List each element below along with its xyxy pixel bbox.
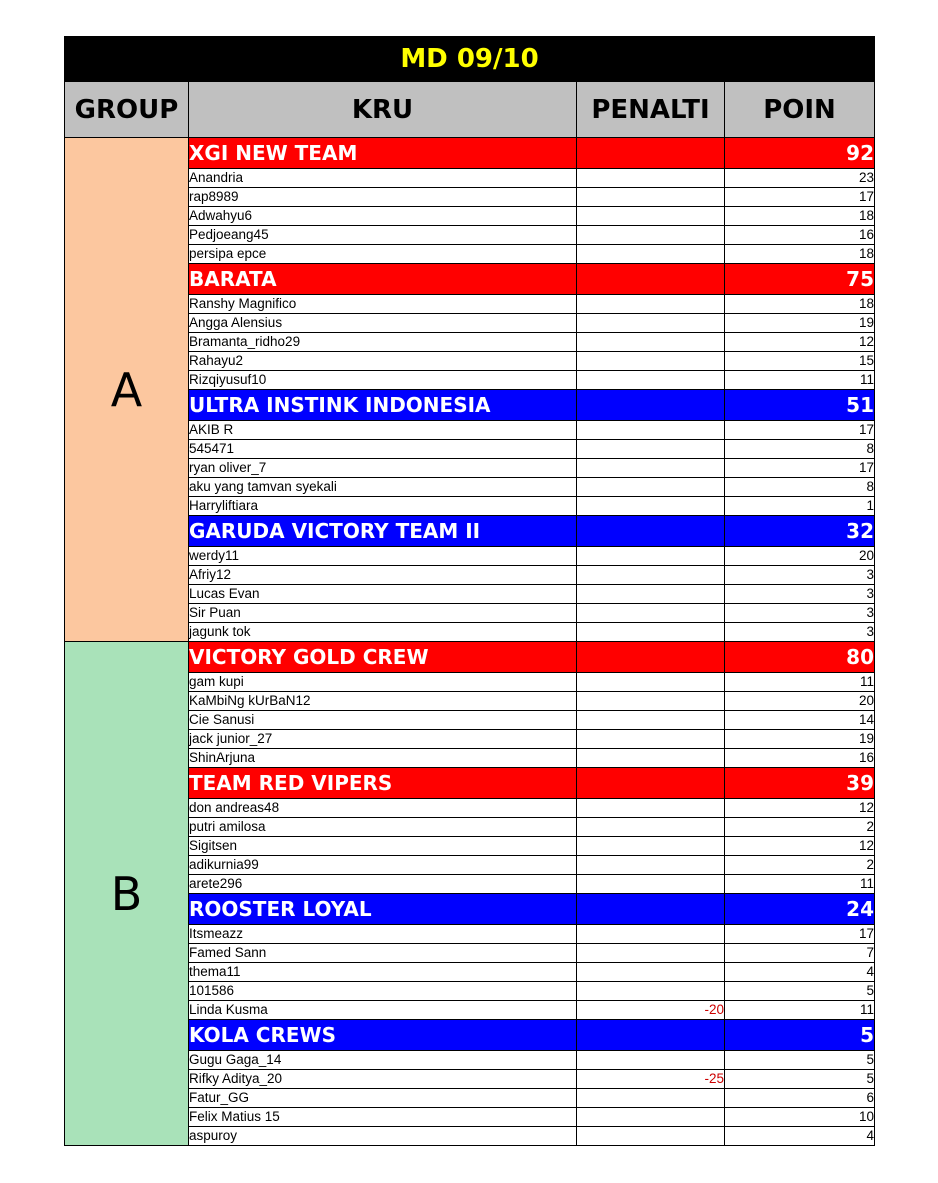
player-penalty	[577, 856, 725, 875]
player-points: 12	[725, 837, 875, 856]
group-label: B	[65, 642, 189, 1146]
player-name: Anandria	[189, 169, 577, 188]
player-name: persipa epce	[189, 245, 577, 264]
team-name: XGI NEW TEAM	[189, 138, 577, 169]
player-penalty	[577, 478, 725, 497]
standings-table	[64, 36, 875, 1146]
player-penalty	[577, 226, 725, 245]
player-penalty	[577, 566, 725, 585]
team-points: 32	[725, 516, 875, 547]
player-name: don andreas48	[189, 799, 577, 818]
player-name: ryan oliver_7	[189, 459, 577, 478]
player-name: adikurnia99	[189, 856, 577, 875]
team-name: KOLA CREWS	[189, 1020, 577, 1051]
player-name: werdy11	[189, 547, 577, 566]
player-points: 3	[725, 623, 875, 642]
team-points: 5	[725, 1020, 875, 1051]
player-name: 101586	[189, 982, 577, 1001]
player-points: 5	[725, 1070, 875, 1089]
team-row	[65, 138, 875, 169]
player-penalty	[577, 673, 725, 692]
player-name: arete296	[189, 875, 577, 894]
header-group: GROUP	[65, 82, 189, 138]
team-name: GARUDA VICTORY TEAM II	[189, 516, 577, 547]
player-points: 15	[725, 352, 875, 371]
player-points: 4	[725, 1127, 875, 1146]
player-points: 10	[725, 1108, 875, 1127]
player-penalty	[577, 352, 725, 371]
player-penalty	[577, 371, 725, 390]
player-name: jagunk tok	[189, 623, 577, 642]
player-points: 11	[725, 371, 875, 390]
player-name: Fatur_GG	[189, 1089, 577, 1108]
header-poin: POIN	[725, 82, 875, 138]
player-penalty	[577, 333, 725, 352]
team-points: 51	[725, 390, 875, 421]
team-points: 92	[725, 138, 875, 169]
player-penalty	[577, 925, 725, 944]
player-penalty	[577, 711, 725, 730]
player-points: 17	[725, 925, 875, 944]
player-points: 11	[725, 1001, 875, 1020]
player-points: 5	[725, 982, 875, 1001]
player-name: Famed Sann	[189, 944, 577, 963]
player-points: 7	[725, 944, 875, 963]
team-name: ROOSTER LOYAL	[189, 894, 577, 925]
player-points: 8	[725, 478, 875, 497]
team-points: 80	[725, 642, 875, 673]
player-penalty	[577, 818, 725, 837]
player-name: Felix Matius 15	[189, 1108, 577, 1127]
player-points: 3	[725, 585, 875, 604]
standings-body	[65, 37, 875, 1146]
team-name: BARATA	[189, 264, 577, 295]
player-points: 19	[725, 314, 875, 333]
team-penalty-cell	[577, 390, 725, 421]
player-points: 11	[725, 673, 875, 692]
player-name: rap8989	[189, 188, 577, 207]
player-points: 16	[725, 226, 875, 245]
team-row	[65, 642, 875, 673]
player-name: AKIB R	[189, 421, 577, 440]
player-name: Rahayu2	[189, 352, 577, 371]
player-name: Harryliftiara	[189, 497, 577, 516]
player-points: 3	[725, 604, 875, 623]
player-points: 18	[725, 295, 875, 314]
standings-sheet	[64, 36, 874, 1146]
header-kru: KRU	[189, 82, 577, 138]
player-penalty	[577, 623, 725, 642]
player-points: 17	[725, 421, 875, 440]
player-penalty	[577, 1089, 725, 1108]
player-name: Pedjoeang45	[189, 226, 577, 245]
player-penalty	[577, 314, 725, 333]
player-name: gam kupi	[189, 673, 577, 692]
player-penalty	[577, 963, 725, 982]
player-points: 8	[725, 440, 875, 459]
player-points: 2	[725, 856, 875, 875]
player-name: Itsmeazz	[189, 925, 577, 944]
player-penalty	[577, 982, 725, 1001]
player-name: KaMbiNg kUrBaN12	[189, 692, 577, 711]
player-name: Afriy12	[189, 566, 577, 585]
header-row	[65, 82, 875, 138]
team-name: ULTRA INSTINK INDONESIA	[189, 390, 577, 421]
player-penalty	[577, 440, 725, 459]
player-penalty	[577, 730, 725, 749]
player-name: aspuroy	[189, 1127, 577, 1146]
player-name: Angga Alensius	[189, 314, 577, 333]
player-points: 18	[725, 245, 875, 264]
player-penalty	[577, 749, 725, 768]
group-label: A	[65, 138, 189, 642]
player-name: Bramanta_ridho29	[189, 333, 577, 352]
team-points: 24	[725, 894, 875, 925]
team-penalty-cell	[577, 1020, 725, 1051]
team-points: 39	[725, 768, 875, 799]
team-name: VICTORY GOLD CREW	[189, 642, 577, 673]
team-name: TEAM RED VIPERS	[189, 768, 577, 799]
player-name: Rifky Aditya_20	[189, 1070, 577, 1089]
player-penalty	[577, 944, 725, 963]
player-points: 12	[725, 333, 875, 352]
player-penalty	[577, 245, 725, 264]
player-penalty	[577, 295, 725, 314]
team-penalty-cell	[577, 768, 725, 799]
player-name: Sigitsen	[189, 837, 577, 856]
player-penalty	[577, 799, 725, 818]
team-penalty-cell	[577, 264, 725, 295]
player-name: jack junior_27	[189, 730, 577, 749]
player-points: 2	[725, 818, 875, 837]
player-points: 23	[725, 169, 875, 188]
player-penalty	[577, 188, 725, 207]
player-points: 16	[725, 749, 875, 768]
player-name: Gugu Gaga_14	[189, 1051, 577, 1070]
player-penalty	[577, 497, 725, 516]
player-penalty	[577, 1127, 725, 1146]
player-name: Linda Kusma	[189, 1001, 577, 1020]
player-penalty	[577, 1108, 725, 1127]
player-points: 14	[725, 711, 875, 730]
title-row	[65, 37, 875, 82]
player-penalty	[577, 837, 725, 856]
player-penalty	[577, 604, 725, 623]
player-points: 1	[725, 497, 875, 516]
player-name: putri amilosa	[189, 818, 577, 837]
player-points: 17	[725, 188, 875, 207]
player-penalty: -25	[577, 1070, 725, 1089]
player-points: 19	[725, 730, 875, 749]
header-penalti: PENALTI	[577, 82, 725, 138]
player-penalty: -20	[577, 1001, 725, 1020]
player-points: 11	[725, 875, 875, 894]
player-name: Rizqiyusuf10	[189, 371, 577, 390]
player-points: 4	[725, 963, 875, 982]
player-penalty	[577, 692, 725, 711]
player-points: 6	[725, 1089, 875, 1108]
team-penalty-cell	[577, 642, 725, 673]
player-penalty	[577, 421, 725, 440]
player-name: Cie Sanusi	[189, 711, 577, 730]
player-points: 5	[725, 1051, 875, 1070]
player-penalty	[577, 169, 725, 188]
player-name: aku yang tamvan syekali	[189, 478, 577, 497]
team-penalty-cell	[577, 516, 725, 547]
player-name: 545471	[189, 440, 577, 459]
player-penalty	[577, 547, 725, 566]
team-penalty-cell	[577, 894, 725, 925]
player-points: 17	[725, 459, 875, 478]
player-name: Sir Puan	[189, 604, 577, 623]
player-points: 12	[725, 799, 875, 818]
player-points: 20	[725, 547, 875, 566]
page-title: MD 09/10	[65, 37, 875, 82]
player-name: thema11	[189, 963, 577, 982]
team-penalty-cell	[577, 138, 725, 169]
player-points: 18	[725, 207, 875, 226]
team-points: 75	[725, 264, 875, 295]
player-name: Ranshy Magnifico	[189, 295, 577, 314]
player-name: ShinArjuna	[189, 749, 577, 768]
player-points: 3	[725, 566, 875, 585]
player-penalty	[577, 207, 725, 226]
player-penalty	[577, 875, 725, 894]
player-name: Lucas Evan	[189, 585, 577, 604]
player-penalty	[577, 1051, 725, 1070]
player-points: 20	[725, 692, 875, 711]
player-penalty	[577, 459, 725, 478]
player-name: Adwahyu6	[189, 207, 577, 226]
player-penalty	[577, 585, 725, 604]
